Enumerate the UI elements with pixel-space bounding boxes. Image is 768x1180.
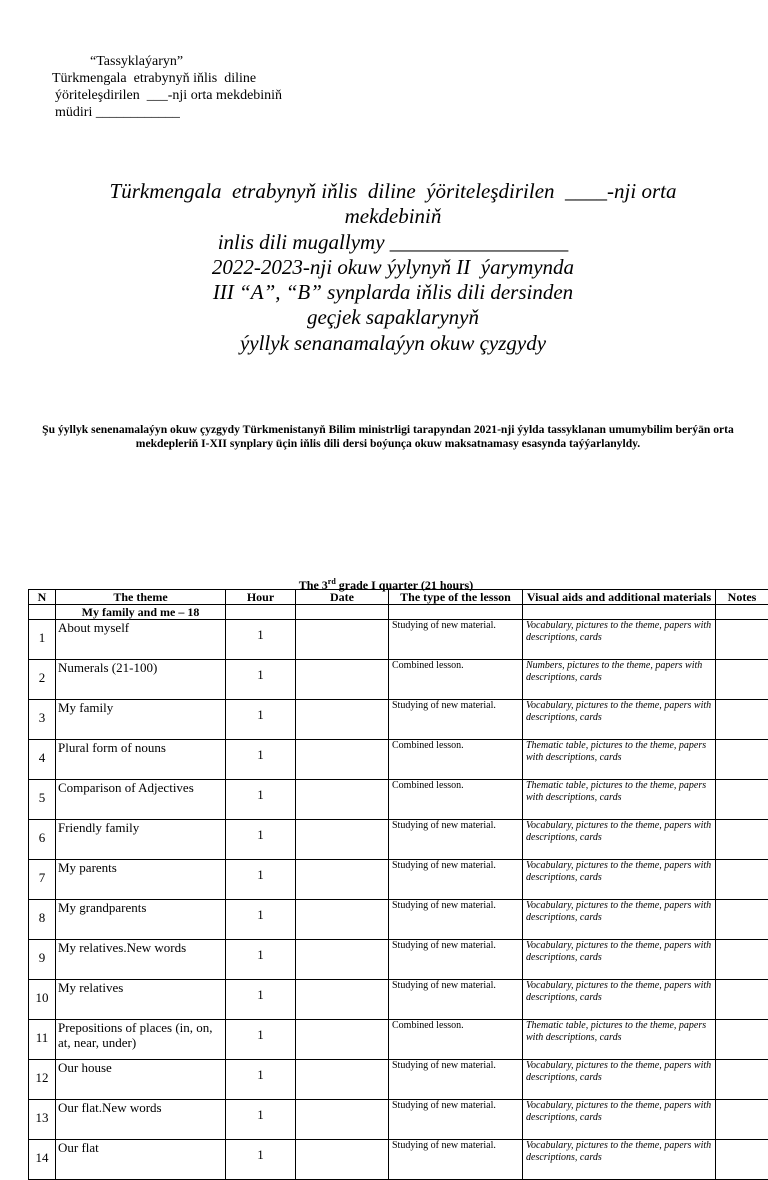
lesson-visual-aids: Vocabulary, pictures to the theme, papers with descriptions, cards [523,860,716,900]
lesson-visual-aids: Vocabulary, pictures to the theme, papers with descriptions, cards [523,980,716,1020]
table-row [29,700,768,740]
lesson-visual-aids: Thematic table, pictures to the theme, papers with descriptions, cards [523,780,716,820]
curriculum-note: Şu ýyllyk senenamalaýyn okuw çyzgydy Türkmenistanyň Bilim ministrligi tarapyndan 2021-nji ýylda tassyklanan umumybilim berýän orta mekdepleriň I-XII synplary üçin iňlis dili dersi boýunça okuw maksatnamasy esasynda taýýarlanyldy. [40,423,736,451]
table-row [29,620,768,660]
lesson-plan-table [28,589,768,1180]
lesson-theme: Plural form of nouns [56,740,226,780]
lesson-date [296,900,389,940]
lesson-type: Studying of new material. [389,820,523,860]
lesson-type: Studying of new material. [389,940,523,980]
lesson-visual-aids: Vocabulary, pictures to the theme, papers with descriptions, cards [523,1100,716,1140]
approval-signature-line: müdiri ____________ [52,104,282,121]
lesson-hours: 1 [226,620,296,660]
lesson-notes [716,1100,768,1140]
title-line: ýyllyk senanamalaýyn okuw çyzgydy [60,331,726,356]
lesson-hours: 1 [226,1060,296,1100]
lesson-type: Combined lesson. [389,660,523,700]
section-cell-empty [389,605,523,620]
table-row [29,1060,768,1100]
lesson-theme: About myself [56,620,226,660]
document-title [60,179,726,356]
col-header-type: The type of the lesson [389,590,523,605]
lesson-theme: Comparison of Adjectives [56,780,226,820]
lesson-type: Studying of new material. [389,620,523,660]
title-line: III “A”, “B” synplarda iňlis dili dersinden [60,280,726,305]
lesson-type: Studying of new material. [389,1140,523,1180]
title-line: mekdebiniň [60,204,726,229]
col-header-n: N [29,590,56,605]
lesson-theme: My grandparents [56,900,226,940]
lesson-type: Studying of new material. [389,1100,523,1140]
lesson-notes [716,1140,768,1180]
lesson-notes [716,860,768,900]
lesson-type: Studying of new material. [389,860,523,900]
col-header-theme: The theme [56,590,226,605]
table-row [29,860,768,900]
caption-text: The 3 [299,578,328,592]
lesson-date [296,780,389,820]
title-line: inlis dili mugallymy _________________ [60,230,726,255]
lesson-theme: Friendly family [56,820,226,860]
lesson-date [296,660,389,700]
lesson-number: 10 [29,980,56,1020]
table-body [29,605,768,1180]
lesson-theme: Our flat [56,1140,226,1180]
lesson-hours: 1 [226,660,296,700]
col-header-hour: Hour [226,590,296,605]
lesson-date [296,940,389,980]
lesson-visual-aids: Vocabulary, pictures to the theme, papers with descriptions, cards [523,1140,716,1180]
lesson-number: 1 [29,620,56,660]
section-cell-n [29,605,56,620]
lesson-number: 12 [29,1060,56,1100]
lesson-hours: 1 [226,1140,296,1180]
lesson-date [296,700,389,740]
title-line: Türkmengala etrabynyň iňlis diline ýöriteleşdirilen ____-nji orta [60,179,726,204]
lesson-number: 11 [29,1020,56,1060]
lesson-number: 6 [29,820,56,860]
lesson-type: Studying of new material. [389,980,523,1020]
table-row [29,740,768,780]
table-row [29,1020,768,1060]
lesson-hours: 1 [226,940,296,980]
lesson-notes [716,1020,768,1060]
lesson-visual-aids: Thematic table, pictures to the theme, papers with descriptions, cards [523,1020,716,1060]
lesson-number: 8 [29,900,56,940]
section-row [29,605,768,620]
lesson-number: 2 [29,660,56,700]
lesson-visual-aids: Vocabulary, pictures to the theme, papers with descriptions, cards [523,820,716,860]
lesson-type: Studying of new material. [389,1060,523,1100]
lesson-theme: My relatives.New words [56,940,226,980]
lesson-visual-aids: Numbers, pictures to the theme, papers with descriptions, cards [523,660,716,700]
section-cell-empty [523,605,716,620]
section-cell-empty [226,605,296,620]
lesson-type: Combined lesson. [389,780,523,820]
caption-text: grade I quarter (21 hours) [336,578,473,592]
table-row [29,900,768,940]
table-row [29,980,768,1020]
caption-superscript: rd [328,577,336,586]
lesson-date [296,620,389,660]
lesson-notes [716,980,768,1020]
lesson-notes [716,660,768,700]
approval-heading: “Tassyklaýaryn” [52,53,282,70]
lesson-number: 13 [29,1100,56,1140]
section-cell-empty [716,605,768,620]
lesson-visual-aids: Vocabulary, pictures to the theme, papers with descriptions, cards [523,940,716,980]
lesson-visual-aids: Vocabulary, pictures to the theme, papers with descriptions, cards [523,700,716,740]
lesson-notes [716,780,768,820]
lesson-hours: 1 [226,900,296,940]
lesson-date [296,740,389,780]
title-line: geçjek sapaklarynyň [60,305,726,330]
lesson-theme: Our flat.New words [56,1100,226,1140]
lesson-type: Combined lesson. [389,740,523,780]
lesson-number: 3 [29,700,56,740]
lesson-notes [716,900,768,940]
lesson-notes [716,700,768,740]
lesson-date [296,1100,389,1140]
lesson-number: 5 [29,780,56,820]
lesson-theme: Our house [56,1060,226,1100]
lesson-date [296,860,389,900]
lesson-number: 14 [29,1140,56,1180]
lesson-hours: 1 [226,820,296,860]
lesson-type: Studying of new material. [389,700,523,740]
lesson-hours: 1 [226,700,296,740]
table-row [29,660,768,700]
lesson-visual-aids: Vocabulary, pictures to the theme, papers with descriptions, cards [523,620,716,660]
lesson-notes [716,820,768,860]
lesson-theme: My family [56,700,226,740]
table-row [29,1140,768,1180]
table-row [29,780,768,820]
lesson-visual-aids: Vocabulary, pictures to the theme, papers with descriptions, cards [523,900,716,940]
lesson-theme: Numerals (21-100) [56,660,226,700]
lesson-date [296,820,389,860]
lesson-number: 4 [29,740,56,780]
lesson-number: 7 [29,860,56,900]
col-header-notes: Notes [716,590,768,605]
section-title: My family and me – 18 [56,605,226,620]
col-header-aids: Visual aids and additional materials [523,590,716,605]
table-header-row [29,590,768,605]
lesson-notes [716,740,768,780]
lesson-type: Combined lesson. [389,1020,523,1060]
title-line: 2022-2023-nji okuw ýylynyň II ýarymynda [60,255,726,280]
lesson-hours: 1 [226,1020,296,1060]
lesson-hours: 1 [226,740,296,780]
lesson-theme: Prepositions of places (in, on, at, near, under) [56,1020,226,1060]
section-cell-empty [296,605,389,620]
lesson-theme: My relatives [56,980,226,1020]
lesson-hours: 1 [226,1100,296,1140]
table-row [29,820,768,860]
lesson-notes [716,1060,768,1100]
lesson-date [296,1020,389,1060]
lesson-date [296,980,389,1020]
col-header-date: Date [296,590,389,605]
approval-block [52,53,282,121]
approval-line: Türkmengala etrabynyň iňlis diline [52,70,282,87]
lesson-hours: 1 [226,780,296,820]
lesson-notes [716,940,768,980]
lesson-date [296,1060,389,1100]
lesson-theme: My parents [56,860,226,900]
lesson-notes [716,620,768,660]
table-row [29,940,768,980]
lesson-date [296,1140,389,1180]
table-row [29,1100,768,1140]
lesson-number: 9 [29,940,56,980]
lesson-type: Studying of new material. [389,900,523,940]
approval-line: ýöriteleşdirilen ___-nji orta mekdebiniň [52,87,282,104]
lesson-hours: 1 [226,860,296,900]
lesson-hours: 1 [226,980,296,1020]
lesson-visual-aids: Vocabulary, pictures to the theme, papers with descriptions, cards [523,1060,716,1100]
lesson-visual-aids: Thematic table, pictures to the theme, papers with descriptions, cards [523,740,716,780]
